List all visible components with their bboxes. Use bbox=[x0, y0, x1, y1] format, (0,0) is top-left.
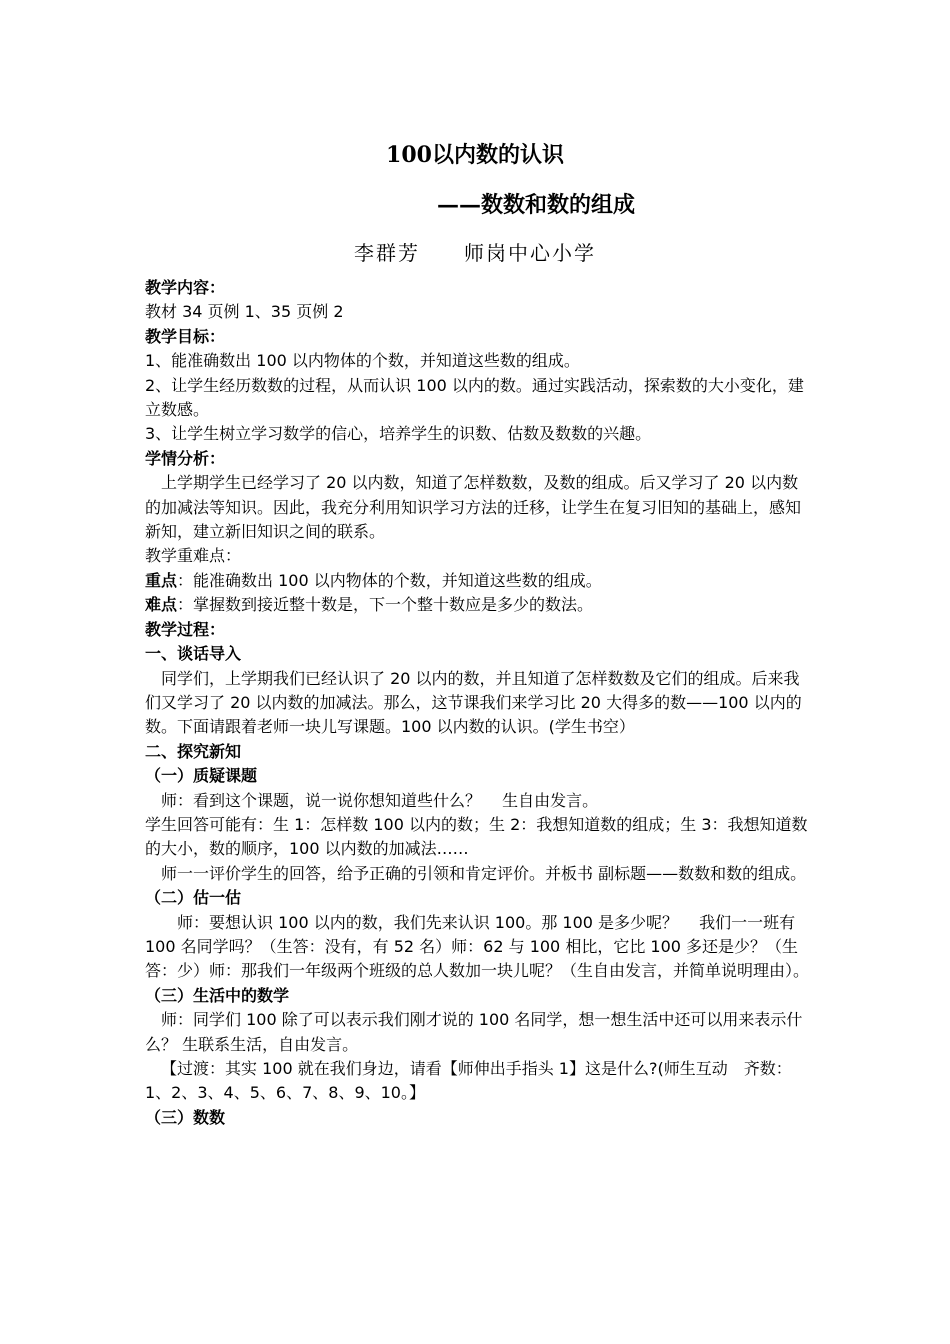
subsection-1-para-1: 师：看到这个课题，说一说你想知道些什么？ 生自由发言。 bbox=[161, 790, 599, 810]
goal-2: 2、让学生经历数数的过程，从而认识 100 以内的数。通过实践活动，探索数的大小变化，建立数感。 bbox=[145, 375, 804, 420]
subsection-1-para-3: 师一一评价学生的回答，给予正确的引领和肯定评价。并板书 副标题——数数和数的组成。 bbox=[161, 863, 807, 883]
difficult-point-label: 难点 bbox=[145, 595, 178, 615]
heading-teaching-process: 教学过程： bbox=[145, 619, 226, 639]
document-body bbox=[145, 276, 810, 1130]
subsection-2-heading: （二）估一估 bbox=[145, 888, 242, 908]
author-line bbox=[0, 237, 950, 266]
subsection-2-text: 师：要想认识 100 以内的数，我们先来认识 100。那 100 是多少呢？ 我们一一班有 100 名同学吗？（生答：没有，有 52 名）师：62 与 100 相比，它比 100 多还是少？（生答：少）师：那我们一年级两个班级的总人数加一块儿呢？（生自由发言，并简单说明理由）。 bbox=[145, 912, 810, 981]
teaching-content-text: 教材 34 页例 1、35 页例 2 bbox=[145, 302, 344, 322]
goal-1: 1、能准确数出 100 以内物体的个数，并知道这些数的组成。 bbox=[145, 351, 580, 371]
subsection-3-para-2: 【过渡：其实 100 就在我们身边，请看【师伸出手指头 1】这是什么?(师生互动 齐数：1、2、3、4、5、6、7、8、9、10。】 bbox=[145, 1059, 792, 1103]
author-school: 师岗中心小学 bbox=[464, 241, 596, 265]
heading-teaching-goals: 教学目标： bbox=[145, 326, 226, 346]
key-point bbox=[145, 569, 810, 593]
goal-3: 3、让学生树立学习数学的信心，培养学生的识数、估数及数数的兴趣。 bbox=[145, 424, 652, 444]
heading-student-analysis: 学情分析： bbox=[145, 448, 226, 468]
subsection-3-heading: （三）生活中的数学 bbox=[145, 985, 290, 1005]
heading-teaching-content: 教学内容： bbox=[145, 278, 226, 297]
section-1-text: 同学们，上学期我们已经认识了 20 以内的数，并且知道了怎样数数及它们的组成。后来我们又学习了 20 以内数的加减法。那么，这节课我们来学习比 20 大得多的数——100 以内的数。下面请跟着老师一块儿写课题。100 以内数的认识。(学生书空） bbox=[145, 668, 802, 737]
subsection-1-para-2: 学生回答可能有：生 1：怎样数 100 以内的数；生 2：我想知道数的组成；生 3：我想知道数的大小，数的顺序，100 以内数的加减法…… bbox=[145, 814, 808, 859]
key-point-label: 重点 bbox=[145, 570, 178, 590]
subsection-3-para-1: 师：同学们 100 除了可以表示我们刚才说的 100 名同学，想一想生活中还可以用来表示什么？ 生联系生活，自由发言。 bbox=[145, 1010, 803, 1054]
student-analysis-text: 上学期学生已经学习了 20 以内数，知道了怎样数数，及数的组成。后又学习了 20 以内数的加减法等知识。因此，我充分利用知识学习方法的迁移，让学生在复习旧知的基础上，感知新知，建立新旧知识之间的联系。 bbox=[145, 473, 802, 542]
heading-key-difficult: 教学重难点： bbox=[145, 546, 242, 566]
difficult-point bbox=[145, 593, 810, 617]
document-title: 100以内数的认识 bbox=[386, 142, 564, 168]
document-subtitle: ——数数和数的组成 bbox=[437, 192, 636, 218]
section-2-heading: 二、探究新知 bbox=[145, 741, 242, 761]
difficult-point-text: ：掌握数到接近整十数是，下一个整十数应是多少的数法。 bbox=[177, 595, 594, 615]
section-1-heading: 一、谈话导入 bbox=[145, 644, 242, 664]
subsection-1-heading: （一）质疑课题 bbox=[145, 766, 258, 786]
subsection-4-heading: （三）数数 bbox=[145, 1107, 226, 1127]
key-point-text: ：能准确数出 100 以内物体的个数，并知道这些数的组成。 bbox=[177, 570, 602, 590]
author-name: 李群芳 bbox=[354, 241, 420, 265]
